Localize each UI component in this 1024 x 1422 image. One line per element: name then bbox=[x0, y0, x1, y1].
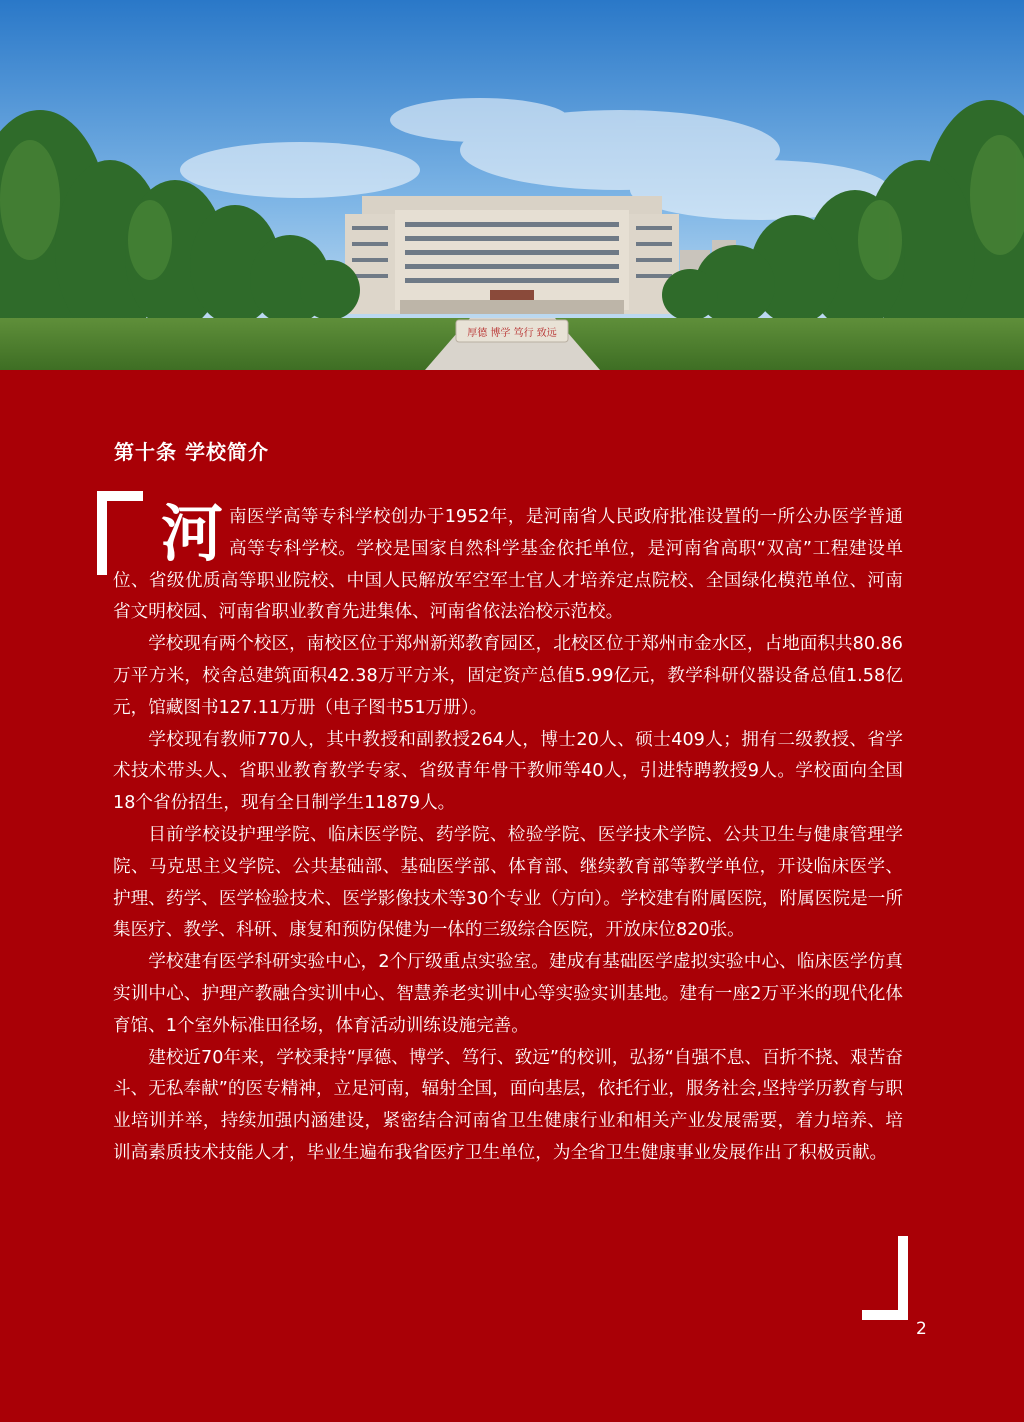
paragraph-2: 学校现有两个校区，南校区位于郑州新郑教育园区，北校区位于郑州市金水区，占地面积共80.86万平方米，校舍总建筑面积42.38万平方米，固定资产总值5.99亿元，教学科研仪器设备总值1.58亿元，馆藏图书127.11万册（电子图书51万册）。 bbox=[113, 634, 903, 718]
main-building bbox=[345, 196, 679, 314]
campus-photo bbox=[0, 0, 1024, 370]
motto-sign-text: 厚德 博学 笃行 致远 bbox=[467, 328, 557, 339]
page-number: 2 bbox=[916, 1319, 927, 1339]
school-introduction bbox=[113, 497, 903, 1170]
paragraph-6: 建校近70年来，学校秉持“厚德、博学、笃行、致远”的校训，弘扬“自强不息、百折不挠、艰苦奋斗、无私奉献”的医专精神，立足河南，辐射全国，面向基层，依托行业，服务社会,坚持学历教育与职业培训并举，持续加强内涵建设，紧密结合河南省卫生健康行业和相关产业发展需要，着力培养、培训高素质技术技能人才，毕业生遍布我省医疗卫生单位，为全省卫生健康事业发展作出了积极贡献。 bbox=[113, 1047, 903, 1163]
paragraph-4: 目前学校设护理学院、临床医学院、药学院、检验学院、医学技术学院、公共卫生与健康管理学院、马克思主义学院、公共基础部、基础医学部、体育部、继续教育部等教学单位，开设临床医学、护理、药学、医学检验技术、医学影像技术等30个专业（方向）。学校建有附属医院，附属医院是一所集医疗、教学、科研、康复和预防保健为一体的三级综合医院，开放床位820张。 bbox=[113, 824, 903, 941]
close-bracket-ornament bbox=[862, 1236, 908, 1320]
campus-illustration bbox=[0, 0, 1024, 370]
section-title: 第十条 学校简介 bbox=[114, 440, 269, 464]
drop-cap: 河 bbox=[161, 497, 224, 570]
paragraph-5: 学校建有医学科研实验中心，2个厅级重点实验室。建成有基础医学虚拟实验中心、临床医学仿真实训中心、护理产教融合实训中心、智慧养老实训中心等实验实训基地。建有一座2万平米的现代化体育馆、1个室外标准田径场，体育活动训练设施完善。 bbox=[113, 952, 903, 1036]
paragraph-1 bbox=[113, 497, 903, 629]
paragraph-3: 学校现有教师770人，其中教授和副教授264人，博士20人、硕士409人；拥有二级教授、省学术技术带头人、省职业教育教学专家、省级青年骨干教师等40人，引进特聘教授9人。学校面向全国18个省份招生，现有全日制学生11879人。 bbox=[113, 729, 903, 814]
paragraph-1-text: 南医学高等专科学校创办于1952年，是河南省人民政府批准设置的一所公办医学普通高等专科学校。学校是国家自然科学基金依托单位，是河南省高职“双高”工程建设单位、省级优质高等职业院校、中国人民解放军空军士官人才培养定点院校、全国绿化模范单位、河南省文明校园、河南省职业教育先进集体、河南省依法治校示范校。 bbox=[113, 507, 903, 623]
